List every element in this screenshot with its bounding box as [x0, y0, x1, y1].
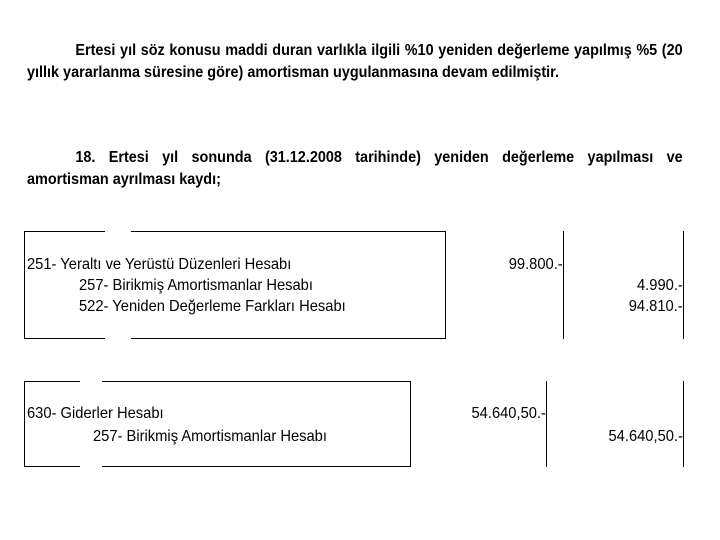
entry-2-account-630: 630- Giderler Hesabı	[27, 405, 164, 422]
entry-2-account-257: 257- Birikmiş Amortismanlar Hesabı	[93, 428, 327, 445]
entry-1-divider-debit	[563, 231, 564, 339]
entry-1-credit-522: 94.810.-	[628, 298, 683, 315]
entry-2-divider-debit	[546, 381, 547, 467]
entry-2-frame	[24, 381, 411, 467]
entry-2-date-gap	[80, 380, 102, 383]
entry-1-divider-credit	[683, 231, 684, 339]
paragraph-revaluation-note: Ertesi yıl söz konusu maddi duran varlıkla ilgili %10 yeniden değerleme yapılmış %5 (20 yıllık yararlanma süresine göre) amortisman uygulanmasına devam edilmiştir.	[27, 42, 683, 81]
entry-1-date-gap-bottom	[105, 337, 131, 340]
entry-1-credit-257: 4.990.-	[637, 277, 683, 294]
entry-2-credit-257: 54.640,50.-	[608, 428, 683, 445]
entry-1-account-522: 522- Yeniden Değerleme Farkları Hesabı	[79, 298, 346, 315]
entry-2-debit-630: 54.640,50.-	[471, 405, 546, 422]
entry-2-date-gap-bottom	[80, 465, 102, 468]
entry-1-account-251: 251- Yeraltı ve Yerüstü Düzenleri Hesabı	[27, 256, 292, 273]
entry-1-date-gap	[105, 230, 131, 233]
paragraph-entry-heading: 18. Ertesi yıl sonunda (31.12.2008 tarihinde) yeniden değerleme yapılması ve amortisman ayrılması kaydı;	[27, 149, 683, 188]
entry-2-divider-credit	[683, 381, 684, 467]
entry-1-debit-251: 99.800.-	[508, 256, 563, 273]
entry-1-account-257: 257- Birikmiş Amortismanlar Hesabı	[79, 277, 313, 294]
